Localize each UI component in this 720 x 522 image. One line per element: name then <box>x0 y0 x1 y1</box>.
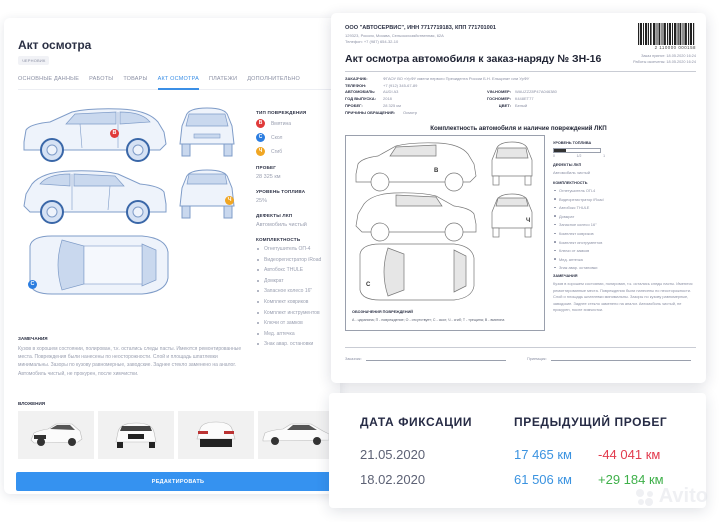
customer-value: ФГАОУ ВО «УрФУ имени первого Президента России Б.Н. Ельцина» или УрФУ <box>383 75 530 81</box>
fuel-heading: УРОВЕНЬ ТОПЛИВА <box>256 189 306 194</box>
row-1-date: 21.05.2020 <box>360 447 426 462</box>
doc-notes-heading: ЗАМЕЧАНИЯ <box>553 274 578 279</box>
organization-phone: Телефон: +7 (987) 654-32-10 <box>345 39 399 44</box>
contractor-signature: Приемщик: <box>527 357 691 361</box>
paint-defects-value: Автомобиль чистый <box>256 222 307 228</box>
doc-paint-heading: ДЕФЕКТЫ ЛКП <box>553 163 582 167</box>
list-item: Домкрат <box>256 278 338 284</box>
list-item: Запасное колесо 16" <box>553 222 698 227</box>
works-finished-time: Работы окончены: 18.05.2020 16:24 <box>633 59 696 64</box>
car-outline-icon <box>346 136 544 306</box>
fuel-gauge <box>553 148 601 153</box>
inspection-summary <box>256 110 338 352</box>
color-value: Белый <box>515 103 528 109</box>
barcode-icon <box>636 23 696 45</box>
dent-marker-icon[interactable]: В <box>256 119 265 128</box>
list-item: Домкрат <box>553 214 698 219</box>
document-summary <box>553 141 698 313</box>
list-item: Огнетушитель ОП-4 <box>553 188 698 193</box>
column-header-date: ДАТА ФИКСАЦИИ <box>360 415 473 429</box>
legend-bend: Ч Сгиб <box>256 147 338 156</box>
attachment-photo-rear[interactable] <box>178 411 254 459</box>
column-header-previous-mileage: ПРЕДЫДУЩИЙ ПРОБЕГ <box>514 415 668 429</box>
printed-inspection-document <box>331 13 706 383</box>
notes-heading: ЗАМЕЧАНИЯ <box>18 336 48 341</box>
list-item: Мед. аптечка <box>256 331 338 337</box>
list-item: Огнетушитель ОП-4 <box>256 246 338 252</box>
attachments-section <box>18 401 340 459</box>
car-side-right-icon <box>20 168 170 224</box>
list-item: Комплект инструментов <box>553 240 698 245</box>
document-fields: ЗАКАЗЧИК: ФГАОУ ВО «УрФУ имени первого Президента России Б.Н. Ельцина» или УрФУ ТЕЛЕФОН: +7 (912) 345-67-89 АВТОМОБИЛЬ: AUDI A3 VIN-НОМЕР: WAUZZZ8P47A046380 ГОД ВЫПУСКА: 2018 ГОСНОМЕР: К448ЕТ77 ПРОБЕГ: 28 325 км ЦВЕТ: Белый ПРИЧИНЫ ОБРАЩЕНИЯ: Осмотр <box>345 75 557 115</box>
document-timestamps <box>633 54 696 65</box>
inspection-form-card <box>4 18 340 494</box>
signature-line <box>366 357 506 361</box>
status-badge: ЧЕРНОВИК <box>18 56 49 65</box>
list-item: Ключи от замков <box>256 320 338 326</box>
mileage-value: 28 325 км <box>256 174 281 180</box>
document-title: Акт осмотра автомобиля к заказ-наряду № ЗН-16 <box>345 53 602 65</box>
damage-marker-bend[interactable]: Ч <box>225 196 234 205</box>
row-2-date: 18.02.2020 <box>360 472 426 487</box>
tab-goods[interactable]: ТОВАРЫ <box>123 76 148 82</box>
doc-mileage-value: 28 325 км <box>383 103 401 109</box>
order-accepted-time: Заказ принят: 18.05.2020 16:24 <box>641 54 696 58</box>
doc-kit-list <box>553 188 698 270</box>
legend-text: А - царапина; П - повреждение; О - отсутствует; С - скол; Ч - сгиб; Т - трещина; В - вмятина <box>352 318 505 322</box>
bend-marker-icon[interactable]: Ч <box>256 147 265 156</box>
attachments-heading: ВЛОЖЕНИЯ <box>18 401 46 406</box>
customer-signature: Заказчик: <box>345 357 506 361</box>
list-item: Комплект ковриков <box>256 299 338 305</box>
kit-list <box>256 246 338 347</box>
barcode-number: 2 110000 000158 <box>654 45 696 50</box>
legend-heading: ОБОЗНАЧЕНИЯ ПОВРЕЖДЕНИЙ <box>352 310 414 314</box>
section-title: Комплектность автомобиля и наличие повреждений ЛКП <box>430 125 607 132</box>
fuel-value: 25% <box>256 198 268 204</box>
document-car-diagram <box>345 135 545 331</box>
car-photo-icon <box>192 419 240 451</box>
list-item: Запасное колесо 16" <box>256 288 338 294</box>
notes-text: Кузов в хорошем состоянии, полирован, т.к. остались следы пасты. Имеются ремонтированные места. Повреждения были нанесены по неосторожности. Слой и площадь шпатлевки минимальны. Зазоры по кузову равномерные, заводские. Заднее стекло заменено на аналог. Автомобиль чистый, не прокурен, после химчистки. <box>18 346 242 377</box>
car-rear-icon <box>174 168 240 220</box>
doc-fuel-heading: УРОВЕНЬ ТОПЛИВА <box>553 141 592 145</box>
row-2-delta: +29 184 км <box>598 472 664 487</box>
paint-defects-heading: ДЕФЕКТЫ ЛКП <box>256 213 293 218</box>
doc-paint-value: Автомобиль чистый <box>553 170 591 175</box>
attachment-photo-side[interactable] <box>258 411 334 459</box>
attachment-photo-front[interactable] <box>98 411 174 459</box>
tab-payments[interactable]: ПЛАТЕЖИ <box>208 76 238 82</box>
avito-logo-icon <box>634 487 656 507</box>
list-item: Комплект инструментов <box>256 310 338 316</box>
plate-value: К448ЕТ77 <box>515 96 534 102</box>
row-2-mileage: 61 506 км <box>514 472 572 487</box>
vin-value: WAUZZZ8P47A046380 <box>515 89 557 95</box>
divider <box>345 347 696 348</box>
notes-section <box>18 336 244 378</box>
damage-marker-dent[interactable]: В <box>110 129 119 138</box>
car-side-left-icon <box>20 106 170 162</box>
tab-inspection-act[interactable]: АКТ ОСМОТРА <box>158 74 199 90</box>
row-1-delta: -44 041 км <box>598 447 661 462</box>
list-item: Автобокс THULE <box>553 205 698 210</box>
car-photo-icon <box>28 422 84 448</box>
tab-bar <box>18 74 340 90</box>
mileage-heading: ПРОБЕГ <box>256 165 277 170</box>
damage-type-heading: ТИП ПОВРЕЖДЕНИЯ <box>256 110 307 115</box>
car-photo-icon <box>112 420 160 450</box>
organization-address: 129323, Россия, Москва, Сельскохозяйственная, 62А <box>345 33 444 38</box>
tab-additional[interactable]: ДОПОЛНИТЕЛЬНО <box>247 76 301 82</box>
year-value: 2018 <box>383 96 392 102</box>
doc-mark-bend: Ч <box>526 218 531 224</box>
tab-works[interactable]: РАБОТЫ <box>89 76 114 82</box>
tab-main-data[interactable]: ОСНОВНЫЕ ДАННЫЕ <box>18 76 80 82</box>
kit-heading: КОМПЛЕКТНОСТЬ <box>256 237 301 242</box>
list-item: Комплект ковриков <box>553 231 698 236</box>
avito-watermark: Avito <box>634 485 708 508</box>
list-item: Знак авар. остановки <box>553 265 698 270</box>
doc-mark-dent: В <box>434 168 439 174</box>
signature-line <box>551 357 691 361</box>
phone-value: +7 (912) 345-67-89 <box>383 82 418 88</box>
list-item: Ключи от замков <box>553 248 698 253</box>
doc-kit-heading: КОМПЛЕКТНОСТЬ <box>553 181 588 185</box>
list-item: Видеорегистратор iRoad <box>553 197 698 202</box>
divider <box>345 71 696 72</box>
car-photo-icon <box>261 422 331 448</box>
fuel-scale: 0 1/2 1 <box>553 154 605 158</box>
page-title: Акт осмотра <box>18 38 92 52</box>
damage-marker-chip[interactable]: С <box>28 280 37 289</box>
legend-chip: С Скол <box>256 133 338 142</box>
car-value: AUDI A3 <box>383 89 399 95</box>
attachment-photo-front-three-quarter[interactable] <box>18 411 94 459</box>
list-item: Автобокс THULE <box>256 267 338 273</box>
list-item: Мед. аптечка <box>553 257 698 262</box>
doc-notes-text: Кузов в хорошем состоянии, полирован, т.к. остались следы пасты. Имеются ремонтированные места. Повреждения были нанесены по неосторожности. Слой и площадь шпатлевки минимальны. Зазоры по кузову равномерные, заводские. Заднее стекло заменено на аналог. Автомобиль чистый, не прокурен, после химчистки. <box>553 281 693 312</box>
doc-mark-chip: С <box>366 282 371 288</box>
car-top-icon <box>22 232 172 298</box>
reason-value: Осмотр <box>403 109 418 115</box>
legend-dent: В Вмятина <box>256 119 338 128</box>
list-item: Видеорегистратор iRoad <box>256 257 338 263</box>
row-1-mileage: 17 465 км <box>514 447 572 462</box>
car-front-icon <box>174 106 240 158</box>
organization-name: ООО "АВТОСЕРВИС", ИНН 7717719183, КПП 771701001 <box>345 25 496 31</box>
car-damage-diagram[interactable] <box>14 100 244 310</box>
edit-button[interactable]: РЕДАКТИРОВАТЬ <box>16 472 340 491</box>
list-item: Знак авар. остановки <box>256 341 338 347</box>
chip-marker-icon[interactable]: С <box>256 133 265 142</box>
